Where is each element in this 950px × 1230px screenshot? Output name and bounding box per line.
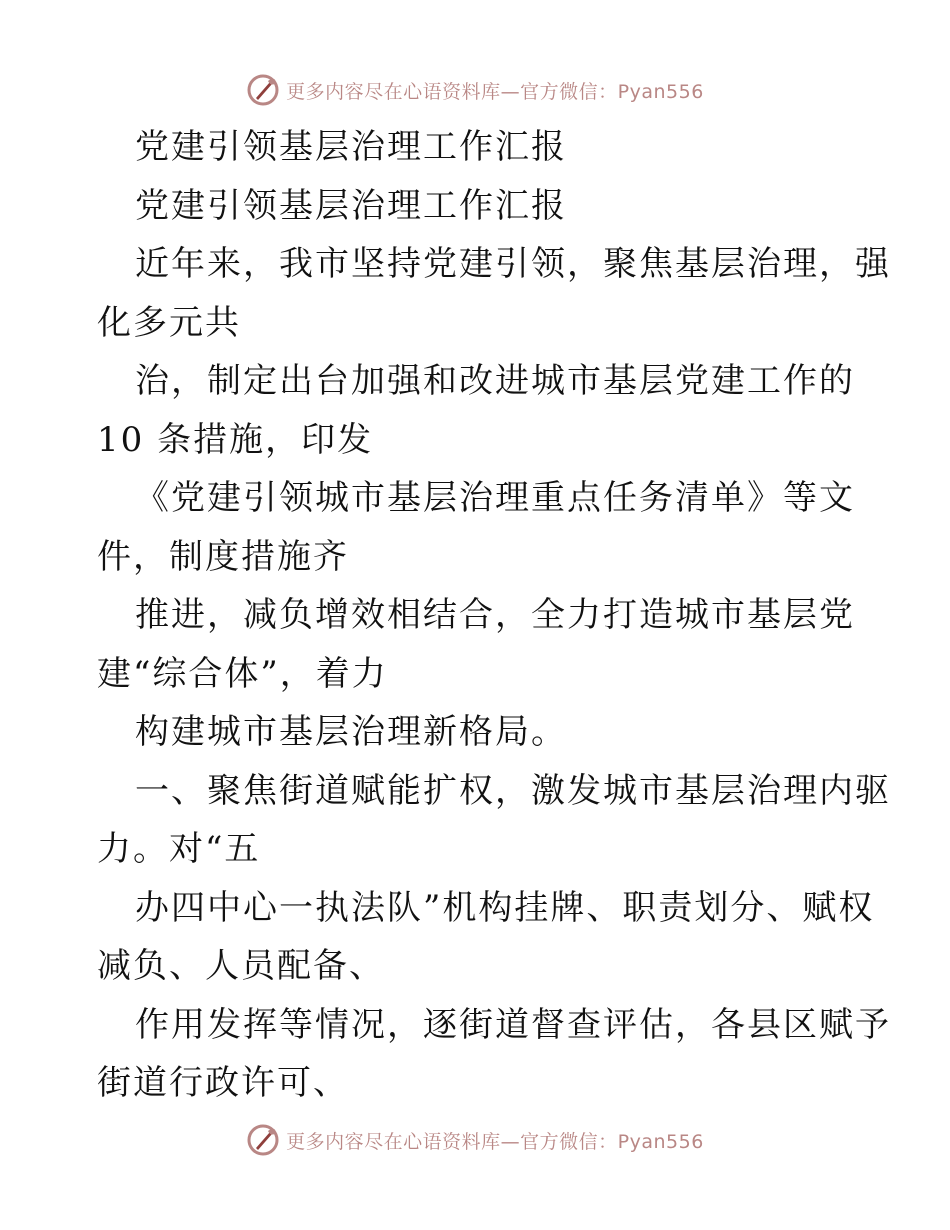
text-line: 党建引领基层治理工作汇报 bbox=[135, 127, 567, 167]
text-line: 推进，减负增效相结合，全力打造城市基层党 bbox=[135, 595, 855, 635]
text-line: 治，制定出台加强和改进城市基层党建工作的 bbox=[135, 361, 855, 401]
text-line: 力。对“五 bbox=[97, 829, 261, 869]
text-line: 作用发挥等情况，逐街道督查评估，各县区赋予 bbox=[135, 1004, 891, 1045]
watermark-header bbox=[0, 70, 950, 110]
watermark-text: 更多内容尽在心语资料库—官方微信：Pyan556 bbox=[286, 80, 704, 103]
text-line: 街道行政许可、 bbox=[97, 1063, 349, 1103]
text-line: 构建城市基层治理新格局。 bbox=[135, 712, 567, 752]
text-line: 件，制度措施齐 bbox=[97, 536, 349, 577]
watermark-footer bbox=[0, 1120, 950, 1160]
text-line: 近年来，我市坚持党建引领，聚焦基层治理，强 bbox=[135, 244, 891, 284]
text-line: 《党建引领城市基层治理重点任务清单》等文 bbox=[135, 478, 855, 518]
text-line: 建“综合体”，着力 bbox=[97, 653, 388, 694]
text-line: 办四中心一执法队”机构挂牌、职责划分、赋权 bbox=[135, 887, 875, 928]
watermark-text: 更多内容尽在心语资料库—官方微信：Pyan556 bbox=[286, 1130, 704, 1153]
text-line: 一、聚焦街道赋能扩权，激发城市基层治理内驱 bbox=[135, 770, 891, 811]
text-line: 党建引领基层治理工作汇报 bbox=[135, 185, 567, 226]
document-body bbox=[97, 118, 891, 1113]
quill-logo-icon bbox=[246, 1123, 280, 1157]
text-line: 化多元共 bbox=[97, 302, 241, 343]
quill-logo-icon bbox=[246, 73, 280, 107]
text-line: 减负、人员配备、 bbox=[97, 946, 385, 986]
text-line: 10 条措施，印发 bbox=[97, 419, 374, 460]
